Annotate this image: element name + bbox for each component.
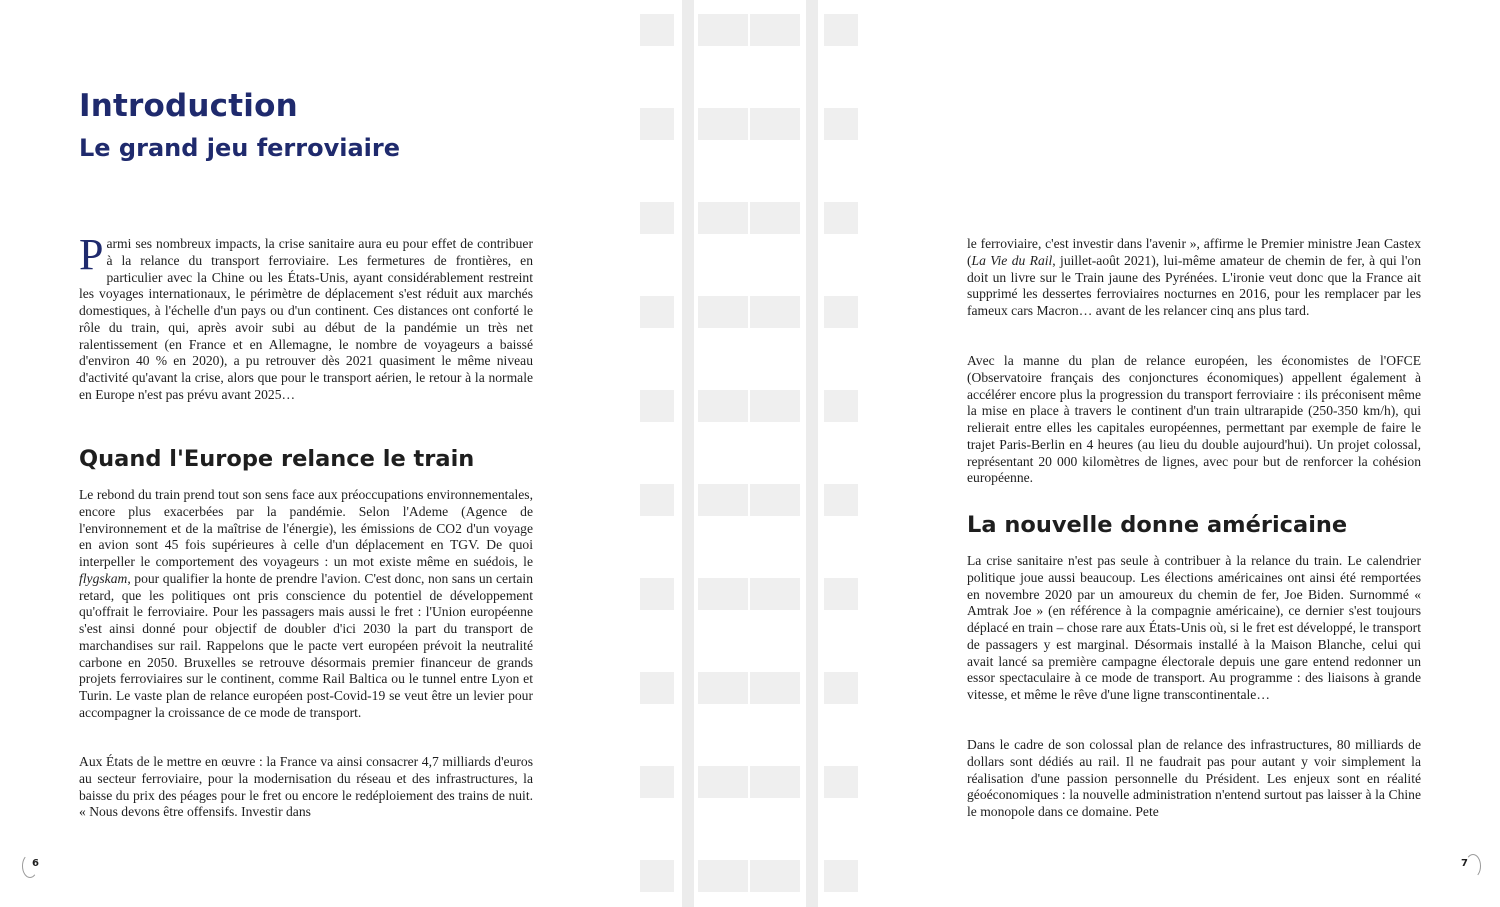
- track-tie: [750, 578, 800, 610]
- track-tie: [824, 14, 858, 46]
- drop-cap: P: [79, 230, 104, 279]
- track-tie: [698, 14, 748, 46]
- track-tie: [640, 202, 674, 234]
- track-tie: [824, 578, 858, 610]
- track-tie: [750, 390, 800, 422]
- track-tie: [698, 766, 748, 798]
- track-tie: [698, 578, 748, 610]
- track-tie: [698, 296, 748, 328]
- track-tie: [750, 484, 800, 516]
- paragraph-europe-1: Le rebond du train prend tout son sens face aux préoccupations environnementales, encore plus exacerbées par la pandémie. Selon l'Ademe (Agence de l'environnement et de la maîtrise de l'énergie), les émissions de CO2 d'un voyage en avion sont 45 fois supérieures à celle d'un déplacement en TGV. De quoi interpeller le comportement des voyageurs : un mot existe même en suédois, le flygskam, pour qualifier la honte de prendre l'avion. C'est donc, non sans un certain retard, que les politiques ont pris conscience du potentiel de développement qu'offrait le ferroviaire. Pour les passagers mais aussi le fret : l'Union européenne s'est ainsi donné pour objectif de doubler d'ici 2030 la part du transport de marchandises sur rail. Rappelons que le pacte vert européen prévoit la neutralité carbone en 2050. Bruxelles se retrouve désormais premier financeur de grands projets ferroviaires sur le continent, comme Rail Baltica ou le tunnel entre Lyon et Turin. Le vaste plan de relance européen post-Covid-19 se veut être un levier pour accompagner la croissance de ce mode de transport.: [79, 487, 533, 720]
- track-tie: [824, 672, 858, 704]
- track-tie: [640, 108, 674, 140]
- track-tie: [640, 766, 674, 798]
- track-tie: [824, 766, 858, 798]
- track-tie: [824, 296, 858, 328]
- page-number-arc-icon: [22, 854, 38, 878]
- page-subtitle: Le grand jeu ferroviaire: [79, 134, 400, 162]
- track-tie: [640, 578, 674, 610]
- paragraph-europe-2: Aux États de le mettre en œuvre : la France va ainsi consacrer 4,7 milliards d'euros au secteur ferroviaire, pour la modernisation du réseau et des infrastructures, la baisse du prix des péages pour le fret ou encore le redéploiement des trains de nuit. « Nous devons être offensifs. Investir dans: [79, 754, 533, 820]
- left-page: [0, 0, 620, 907]
- rail-right: [806, 0, 818, 907]
- intro-paragraph: Parmi ses nombreux impacts, la crise sanitaire aura eu pour effet de contribuer à la relance du transport ferroviaire. Les fermetures de frontières, en particulier avec la Chine ou les États-Unis, ayant considérablement restreint les voyages internationaux, le périmètre de déplacement s'est réduit aux marchés domestiques, à l'échelle d'un pays ou d'un continent. Ces distances ont conforté le rôle du train, qui, après avoir subi au début de la pandémie un très net ralentissement (en France et en Allemagne, le nombre de voyageurs a baissé d'environ 40 % en 2020), a pu retrouver dès 2021 quasiment le même niveau d'activité qu'avant la crise, alors que pour le transport aérien, le retour à la normale en Europe n'est pas prévu avant 2025…: [79, 230, 533, 402]
- section-title-europe: Quand l'Europe relance le train: [79, 446, 475, 472]
- track-tie: [640, 14, 674, 46]
- paragraph-castex: le ferroviaire, c'est investir dans l'avenir », affirme le Premier ministre Jean Castex (La Vie du Rail, juillet-août 2021), lui-même amateur de chemin de fer, à qui l'on doit un livre sur le Train jaune des Pyrénées. L'ironie veut donc que la France ait supprimé les dessertes ferroviaires nocturnes en 2016, pour les remplacer par les fameux cars Macron… avant de les relancer cinq ans plus tard.: [967, 236, 1421, 318]
- page-number-right: 7: [1461, 858, 1468, 869]
- track-tie: [698, 672, 748, 704]
- track-tie: [640, 672, 674, 704]
- paragraph-ofce: Avec la manne du plan de relance européen, les économistes de l'OFCE (Observatoire français des conjonctures économiques) appellent également à accélérer encore plus la progression du transport ferroviaire : ils préconisent même la mise en place à travers le continent d'un train ultrarapide (250-350 km/h), qui relierait entre elles les capitales européennes, permettant par exemple de faire le trajet Paris-Berlin en 4 heures (au lieu du double aujourd'hui). Un projet colossal, représentant 20 000 kilomètres de lignes, avec pour but de renforcer la cohésion européenne.: [967, 353, 1421, 486]
- track-tie: [640, 860, 674, 892]
- track-tie: [824, 860, 858, 892]
- page-title: Introduction: [79, 88, 298, 124]
- track-tie: [750, 108, 800, 140]
- paragraph-america-2: Dans le cadre de son colossal plan de relance des infrastructures, 80 milliards de dollars sont dédiés au rail. Il ne faudrait pas pour autant y voir simplement la réalisation d'une passion personnelle du Président. Les enjeux sont en réalité géoéconomiques : la nouvelle administration n'entend surtout pas laisser à la Chine le monopole dans ce domaine. Pete: [967, 737, 1421, 819]
- section-title-america: La nouvelle donne américaine: [967, 512, 1348, 538]
- right-page: [880, 0, 1500, 907]
- track-tie: [698, 202, 748, 234]
- railway-track-illustration: [636, 0, 864, 907]
- page-number-arc-icon: [1465, 854, 1481, 878]
- track-tie: [824, 202, 858, 234]
- track-tie: [750, 202, 800, 234]
- track-tie: [750, 296, 800, 328]
- track-tie: [750, 860, 800, 892]
- page-number-left: 6: [32, 858, 39, 869]
- track-tie: [698, 860, 748, 892]
- track-tie: [824, 108, 858, 140]
- rail-left: [682, 0, 694, 907]
- track-tie: [698, 108, 748, 140]
- track-tie: [640, 296, 674, 328]
- track-tie: [698, 390, 748, 422]
- track-tie: [640, 390, 674, 422]
- track-tie: [640, 484, 674, 516]
- track-tie: [750, 14, 800, 46]
- track-tie: [824, 390, 858, 422]
- track-tie: [750, 766, 800, 798]
- track-tie: [824, 484, 858, 516]
- paragraph-america-1: La crise sanitaire n'est pas seule à contribuer à la relance du train. Le calendrier politique joue aussi beaucoup. Les élections américaines ont ainsi été remportées en novembre 2020 par un amoureux du chemin de fer, Joe Biden. Surnommé « Amtrak Joe » (en référence à la compagnie américaine), ce dernier s'est toujours déplacé en train – chose rare aux États-Unis où, si le fret est développé, le transport de passagers y est marginal. Désormais installé à la Maison Blanche, celui qui avait lancé sa première campagne électorale depuis une gare entend redonner un essor spectaculaire à ce mode de transport. Au programme : des liaisons à grande vitesse, et même le rêve d'une ligne transcontinentale…: [967, 553, 1421, 702]
- track-tie: [750, 672, 800, 704]
- track-tie: [698, 484, 748, 516]
